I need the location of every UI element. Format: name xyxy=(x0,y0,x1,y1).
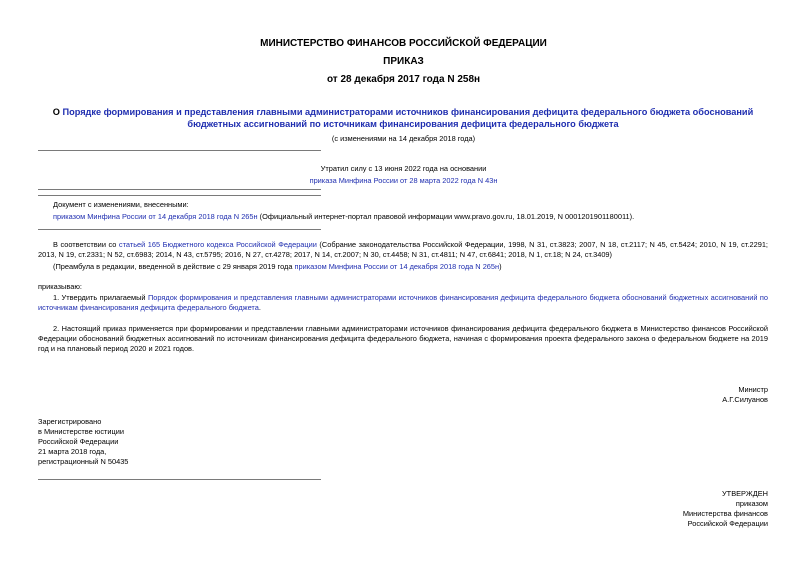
divider xyxy=(38,189,321,190)
preamble-link[interactable]: статьей 165 Бюджетного кодекса Российской Федерации xyxy=(118,240,317,249)
edition-link[interactable]: приказом Минфина России от 14 декабря 2018 года N 265н xyxy=(294,262,500,271)
expired-note xyxy=(0,164,807,186)
approved-line: Министерства финансов xyxy=(682,509,768,518)
changes-block xyxy=(53,200,768,222)
registration-line: регистрационный N 50435 xyxy=(38,457,129,466)
item1-end: . xyxy=(258,303,261,312)
approved-line: приказом xyxy=(735,499,768,508)
title-prefix: О xyxy=(52,107,63,117)
changes-line xyxy=(53,212,768,222)
registration-line: в Министерстве юстиции xyxy=(38,427,125,436)
preamble-edition xyxy=(53,262,768,272)
item1-link[interactable]: Порядок формирования и представления главными администраторами источников финансирования дефицита федерального бюджета обоснований бюджетных ассигнований по источникам финансирования дефицита федерального бюджета xyxy=(38,293,768,312)
divider xyxy=(38,195,321,196)
signature-name: А.Г.Силуанов xyxy=(722,395,768,404)
ministry-heading: МИНИСТЕРСТВО ФИНАНСОВ РОССИЙСКОЙ ФЕДЕРАЦИИ xyxy=(260,38,547,49)
preamble-start: В соответствии со xyxy=(53,240,119,249)
expired-link[interactable]: приказа Минфина России от 28 марта 2022 года N 43н xyxy=(309,176,498,185)
changes-link[interactable]: приказом Минфина России от 14 декабря 2018 года N 265н xyxy=(53,212,258,221)
registration-line: Зарегистрировано xyxy=(38,417,102,426)
expired-line: Утратил силу с 13 июня 2022 года на основании xyxy=(320,164,487,173)
approved-line: Российской Федерации xyxy=(687,519,768,528)
edition-start: (Преамбула в редакции, введенной в действие с 29 января 2019 года xyxy=(53,262,295,271)
divider xyxy=(38,150,321,151)
date-number-heading: от 28 декабря 2017 года N 258н xyxy=(326,74,481,85)
signature-role: Министр xyxy=(738,385,768,394)
divider xyxy=(38,479,321,480)
registration-line: Российской Федерации xyxy=(38,437,119,446)
document-title xyxy=(38,106,768,130)
approved-line: УТВЕРЖДЕН xyxy=(721,489,768,498)
approved-block xyxy=(568,489,768,529)
item-1-paragraph xyxy=(38,293,768,313)
title-link[interactable]: Порядке формирования и представления главными администраторами источников финансирования дефицита федерального бюджета обоснований бюджетных ассигнований по источникам финансирования дефицита федерального бюджета xyxy=(62,107,754,129)
item1-start: 1. Утвердить прилагаемый xyxy=(53,293,148,302)
item-2-paragraph: 2. Настоящий приказ применяется при формировании и представлении главными администраторами источников финансирования дефицита федерального бюджета в Министерство финансов Российской Федерации обоснований бюджетных ассигнований по источникам финансирования дефицита федерального бюджета, начиная с формирования проекта федерального закона о федеральном бюджете на 2019 год и на плановый период 2020 и 2021 годов. xyxy=(38,324,768,353)
amended-note: (с изменениями на 14 декабря 2018 года) xyxy=(331,134,476,143)
changes-label: Документ с изменениями, внесенными: xyxy=(53,200,189,209)
doc-type-heading: ПРИКАЗ xyxy=(383,56,424,67)
preamble-paragraph xyxy=(38,240,768,260)
preamble-rest: (Собрание законодательства Российской Федерации, 1998, N 31, ст.3823; 2007, N 18, ст.2117; N 45, ст.5424; 2010, N 19, ст.2291; 2013, N 19, ст.2331; N 52, ст.6983; 2014, N 43, ст.5795; 2016, N 27, ст.4278; 2017, N 14, ст.2007; N 30, ст.4458; N 31, ст.4811; N 47, ст.6841; 2018, N 1, ст.18; N 24, ст.3409) xyxy=(38,240,768,259)
signature-block xyxy=(568,385,768,405)
divider xyxy=(38,229,321,230)
changes-source: (Официальный интернет-портал правовой информации www.pravo.gov.ru, 18.01.2019, N 0001201901180011). xyxy=(257,212,635,221)
registration-block xyxy=(38,417,288,467)
order-word: приказываю: xyxy=(38,282,82,291)
edition-end: ) xyxy=(499,262,502,271)
registration-line: 21 марта 2018 года, xyxy=(38,447,107,456)
